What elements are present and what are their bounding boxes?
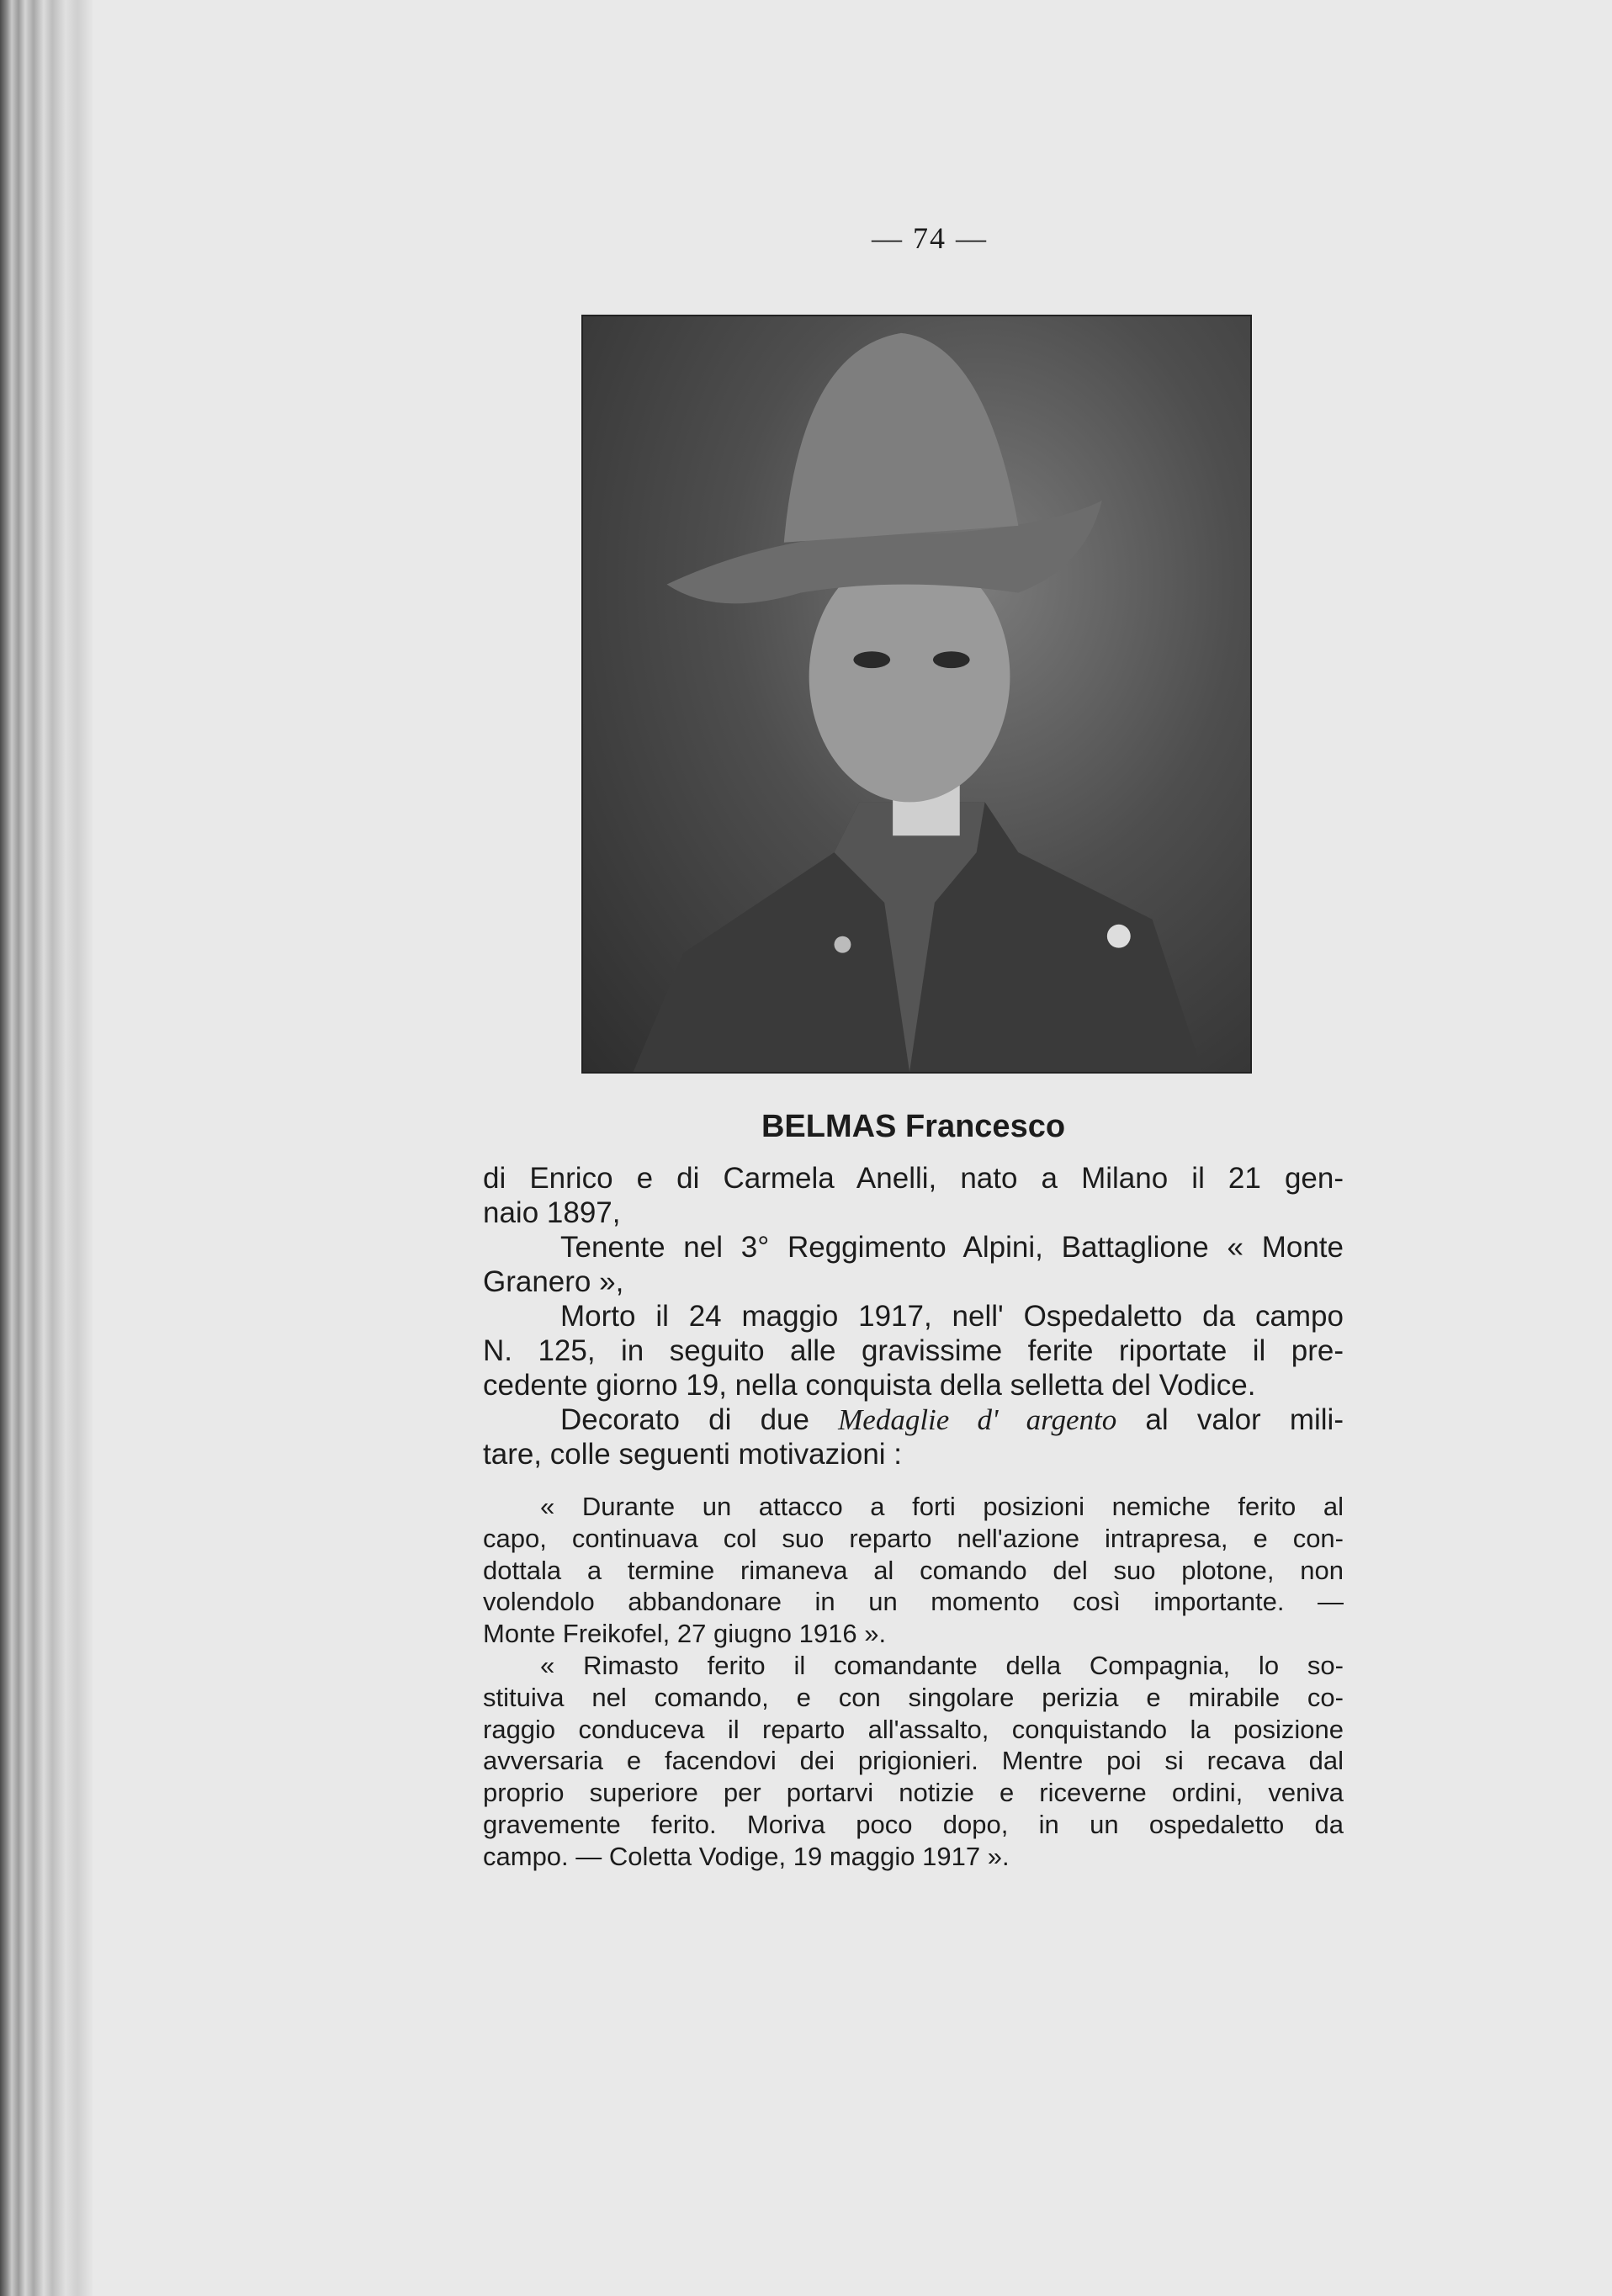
citation-line: Monte Freikofel, 27 giugno 1916 ». [483,1619,887,1649]
biography-line: N. 125, in seguito alle gravissime ferite riportate il pre- [483,1334,1344,1367]
citation-line: campo. — Coletta Vodige, 19 maggio 1917 ». [483,1841,1010,1871]
citations-text [483,1491,1344,1873]
citation-line: volendolo abbandonare in un momento così importante. — [483,1587,1344,1617]
biography-line: Decorato di due Medaglie d' argento al valor mili- [560,1403,1344,1436]
biography-line: Tenente nel 3° Reggimento Alpini, Battaglione « Monte [560,1231,1344,1264]
collar-star-icon [1107,925,1131,948]
biography-line: di Enrico e di Carmela Anelli, nato a Milano il 21 gen- [483,1162,1344,1195]
biography-line: Granero », [483,1265,624,1298]
biography-line: naio 1897, [483,1196,621,1229]
biography-line: cedente giorno 19, nella conquista della selletta del Vodice. [483,1369,1256,1402]
citation-line: dottala a termine rimaneva al comando del suo plotone, non [483,1555,1344,1585]
citation-line: raggio conduceva il reparto all'assalto, conquistando la posizione [483,1714,1344,1744]
portrait-photo [581,315,1252,1074]
book-binding-edge [0,0,93,2296]
biography-line: Morto il 24 maggio 1917, nell' Ospedaletto da campo [560,1300,1344,1333]
citation-line: avversaria e facendovi dei prigionieri. Mentre poi si recava dal [483,1746,1344,1776]
citation-line: « Rimasto ferito il comandante della Compagnia, lo so- [540,1650,1344,1680]
citation-line: stituiva nel comando, e con singolare perizia e mirabile co- [483,1682,1344,1712]
citation-line: capo, continuava col suo reparto nell'azione intrapresa, e con- [483,1523,1344,1553]
medal-emphasis: Medaglie d' argento [838,1403,1117,1436]
biography-text [483,1161,1344,1471]
citation-line: « Durante un attacco a forti posizioni nemiche ferito al [540,1492,1344,1521]
person-name-heading: BELMAS Francesco [761,1109,1066,1144]
portrait-illustration [583,316,1250,1072]
citation-line: proprio superiore per portarvi notizie e riceverne ordini, veniva [483,1778,1344,1808]
biography-line: tare, colle seguenti motivazioni : [483,1438,903,1471]
citation-line: gravemente ferito. Moriva poco dopo, in un ospedaletto da [483,1809,1344,1839]
page-number: — 74 — [872,221,988,255]
